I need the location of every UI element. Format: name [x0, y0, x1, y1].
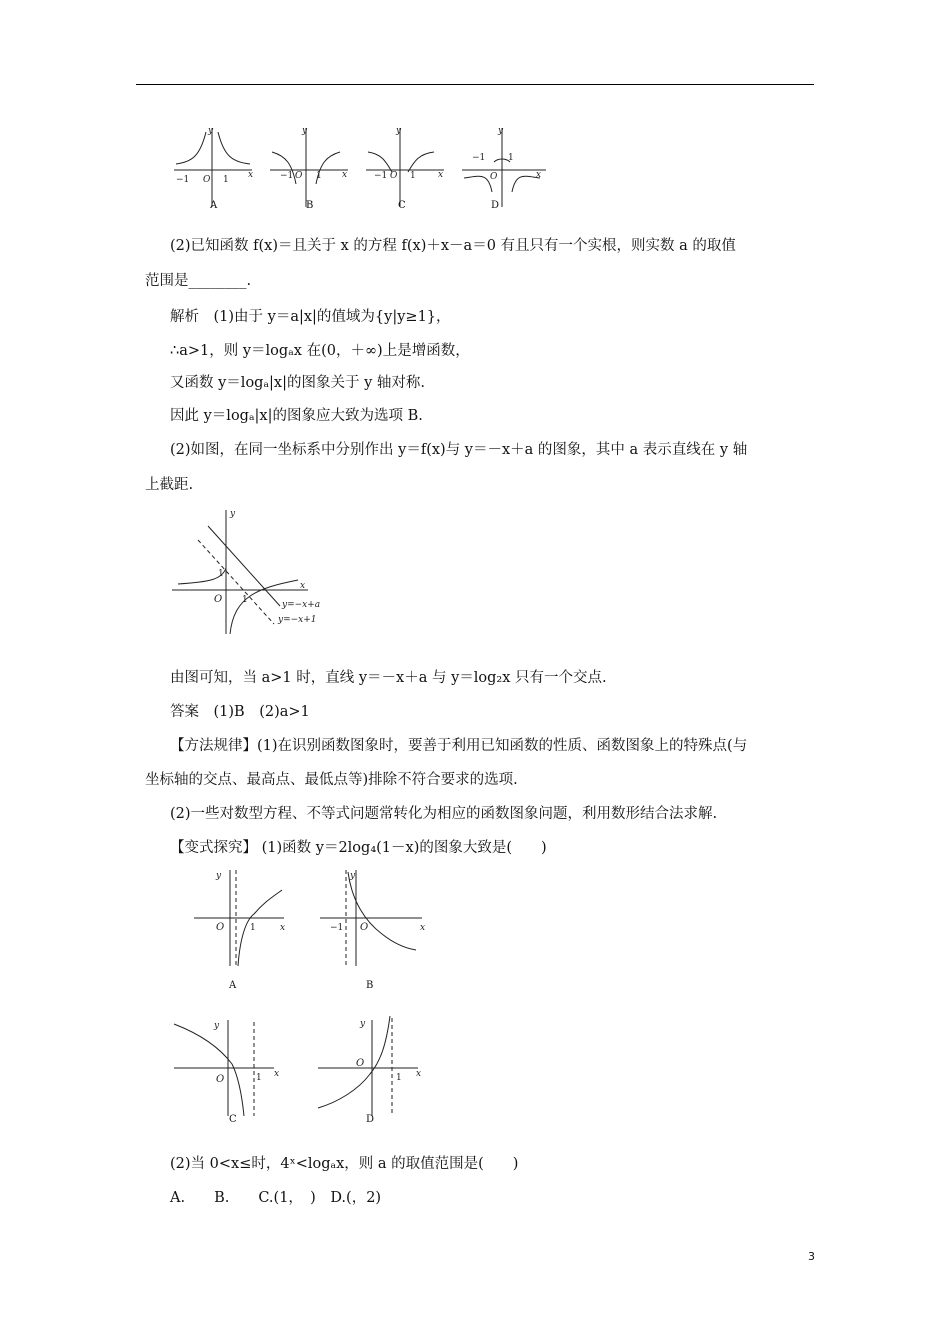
- solution-line-5: (2)如图，在同一坐标系中分别作出 y＝f(x)与 y＝－x＋a 的图象，其中 a 表示直线在 y 轴: [170, 442, 748, 458]
- solution-line-4: 因此 y＝logₐ|x|的图象应大致为选项 B.: [170, 408, 423, 424]
- graph2-c-caption: C: [229, 1114, 237, 1125]
- graph2-b-mark-label: −1: [330, 923, 344, 933]
- graph-d-caption: D: [491, 200, 500, 211]
- graph2-d: [318, 1016, 418, 1116]
- graph2-d-origin-label: O: [356, 1058, 365, 1069]
- solution-line-1: 解析 (1)由于 y＝a|x|的值域为{y|y≥1}，: [170, 309, 451, 325]
- graph2-c: [174, 1020, 274, 1116]
- graph-b-neg-label: −1: [280, 171, 294, 181]
- fig2-origin-label: O: [214, 594, 223, 605]
- graph-d: [462, 128, 546, 207]
- fig2-y-label: y: [230, 509, 236, 519]
- variant-question-1: 【变式探究】 (1)函数 y＝2log₄(1－x)的图象大致是( ): [170, 840, 547, 856]
- graph-a-pos-label: 1: [223, 175, 229, 185]
- graph-d-pos-label: 1: [508, 153, 514, 163]
- graph2-b-x-label: x: [420, 923, 426, 933]
- graph-c-x-label: x: [438, 170, 444, 180]
- variant-question-2-options: A. B. C.(1， ) D.(，2): [170, 1190, 382, 1206]
- solution-line-3: 又函数 y＝logₐ|x|的图象关于 y 轴对称.: [170, 375, 426, 391]
- variant-question-2: (2)当 0<x≤时，4ˣ<logₐx，则 a 的取值范围是( ): [170, 1156, 519, 1172]
- graph-c-y-label: y: [396, 126, 402, 136]
- question-2-line-2: 范围是________.: [145, 273, 252, 289]
- graph2-a: [194, 870, 284, 966]
- fig2-one-x-label: 1: [242, 595, 248, 605]
- graph2-b: [320, 870, 422, 966]
- graph-a-y-label: y: [208, 126, 214, 136]
- conclusion-line: 由图可知，当 a>1 时，直线 y＝－x＋a 与 y＝log₂x 只有一个交点.: [170, 670, 607, 686]
- page-number: 3: [808, 1250, 815, 1263]
- fig2-line-a-label: y=−x+a: [282, 600, 321, 610]
- graph-b: [270, 128, 348, 207]
- answer-line: 答案 (1)B (2)a>1: [170, 704, 310, 720]
- graph-d-x-label: x: [536, 170, 542, 180]
- graph-c: [366, 128, 444, 207]
- graph2-a-origin-label: O: [216, 922, 225, 933]
- graph-a-caption: A: [210, 200, 218, 211]
- graph2-a-mark-label: 1: [250, 923, 256, 933]
- graph-d-neg-label: −1: [472, 153, 486, 163]
- method-line-2: 坐标轴的交点、最高点、最低点等)排除不符合要求的选项.: [145, 772, 518, 788]
- graph-c-pos-label: 1: [410, 171, 416, 181]
- graph-c-neg-label: −1: [374, 171, 388, 181]
- graph2-d-caption: D: [366, 1114, 375, 1125]
- graph2-c-y-label: y: [214, 1021, 220, 1031]
- graph-a: [174, 128, 252, 207]
- graph2-a-y-label: y: [216, 871, 222, 881]
- fig2-line-1-label: y=−x+1: [278, 615, 317, 625]
- graph2-a-x-label: x: [280, 923, 286, 933]
- graph2-b-caption: B: [366, 980, 374, 991]
- graph-d-origin-label: O: [490, 172, 498, 182]
- graph-b-y-label: y: [302, 126, 308, 136]
- question-2-line-1: (2)已知函数 f(x)＝且关于 x 的方程 f(x)＋x－a＝0 有且只有一个实根，则实数 a 的取值: [170, 238, 736, 254]
- graph2-c-mark-label: 1: [256, 1073, 262, 1083]
- method-line-3: (2)一些对数型方程、不等式问题常转化为相应的函数图象问题，利用数形结合法求解.: [170, 806, 718, 822]
- graph2-b-origin-label: O: [360, 922, 369, 933]
- fig2-x-label: x: [300, 581, 306, 591]
- fig2-one-y-label: 1: [218, 569, 224, 579]
- graph-a-neg-label: −1: [176, 175, 190, 185]
- figure-options-2: [170, 862, 460, 1132]
- method-line-1: 【方法规律】(1)在识别函数图象时，要善于利用已知函数的性质、函数图象上的特殊点(与: [170, 738, 748, 754]
- graph-c-origin-label: O: [390, 171, 398, 181]
- graph2-b-y-label: y: [350, 871, 356, 881]
- graph-d-y-label: y: [498, 126, 504, 136]
- graph2-d-mark-label: 1: [396, 1073, 402, 1083]
- graph-a-x-label: x: [248, 170, 254, 180]
- graph-c-caption: C: [398, 200, 406, 211]
- graph-b-pos-label: 1: [316, 171, 322, 181]
- graph2-d-x-label: x: [416, 1069, 422, 1079]
- solution-line-2: ∴a>1，则 y＝logₐx 在(0，＋∞)上是增函数，: [170, 343, 470, 359]
- graph-b-x-label: x: [342, 170, 348, 180]
- graph2-a-caption: A: [229, 980, 237, 991]
- graph2-c-x-label: x: [274, 1069, 280, 1079]
- solution-line-6: 上截距.: [145, 477, 194, 493]
- header-rule: [136, 84, 814, 85]
- figure-intersection: [168, 504, 338, 639]
- figure-options-1: [170, 122, 550, 212]
- graph-b-origin-label: O: [295, 171, 303, 181]
- graph2-c-origin-label: O: [216, 1074, 225, 1085]
- graph2-d-y-label: y: [360, 1019, 366, 1029]
- graph-b-caption: B: [306, 200, 314, 211]
- graph-a-origin-label: O: [203, 175, 211, 185]
